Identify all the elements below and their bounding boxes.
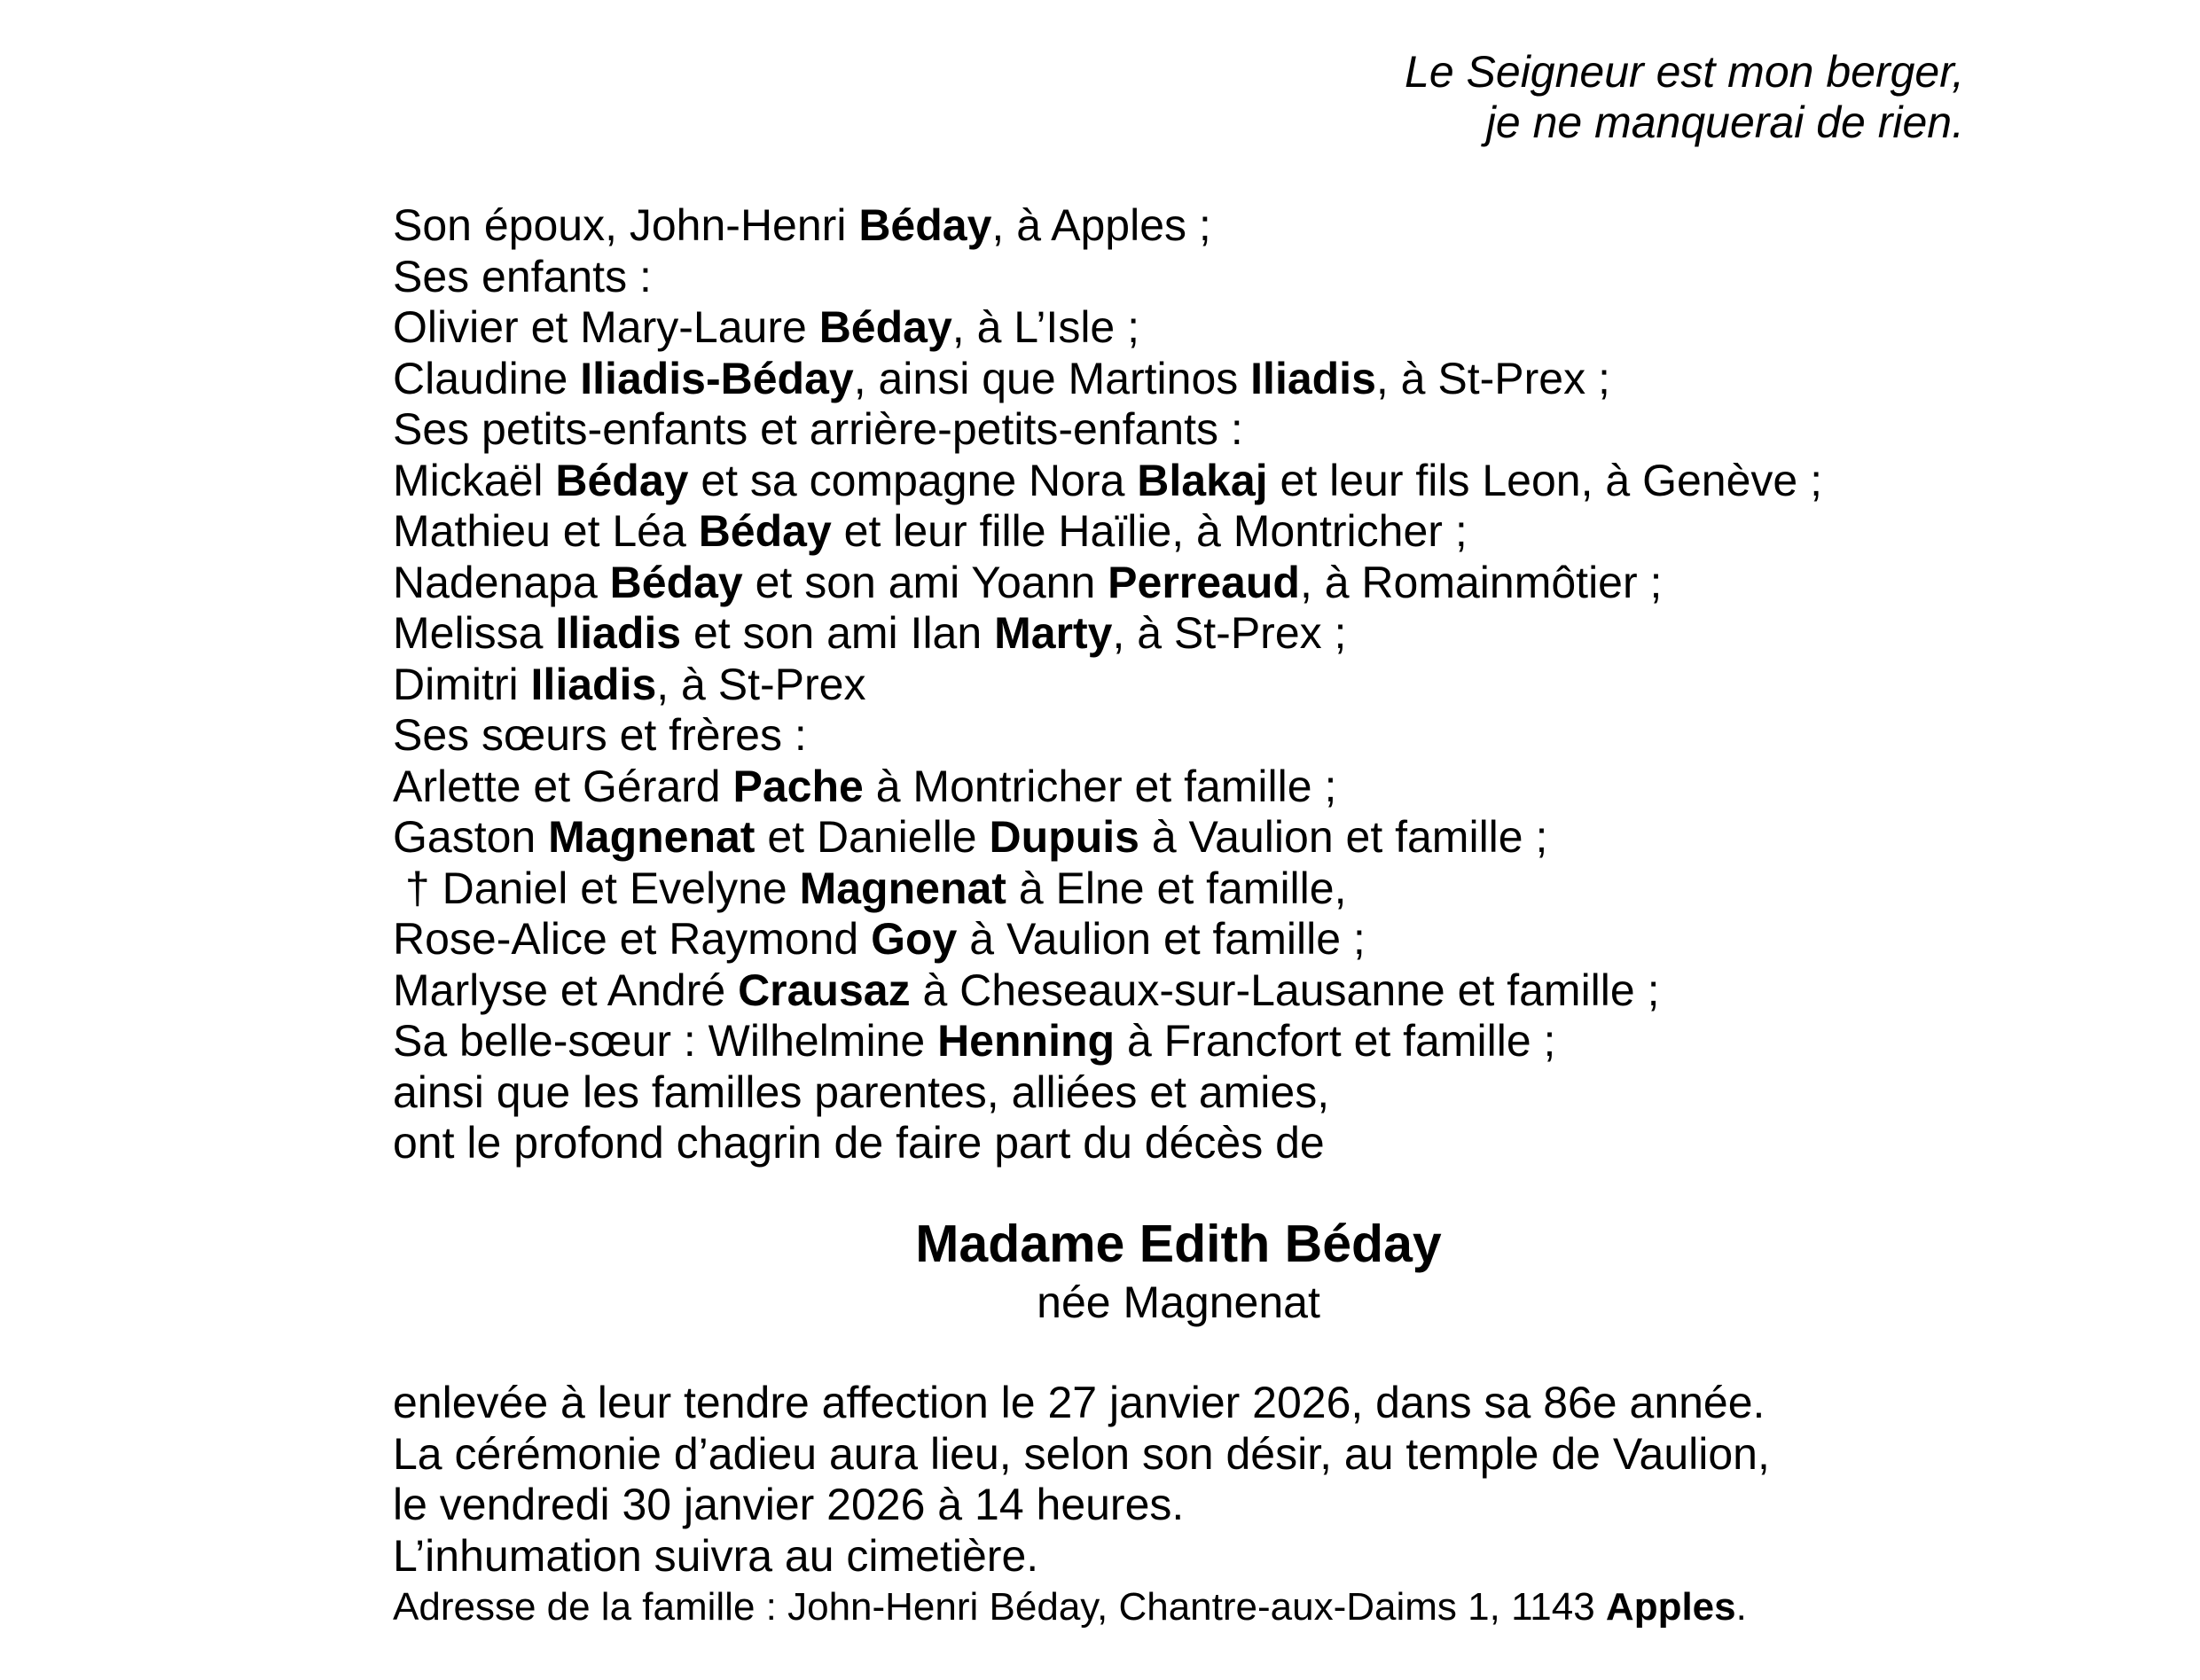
family-line: ont le profond chagrin de faire part du décès de (393, 1118, 1325, 1168)
family-line: Marlyse et André Crausaz à Cheseaux-sur-Lausanne et famille ; (393, 965, 1660, 1015)
maiden-name: née Magnenat (1037, 1278, 1320, 1327)
epigraph-line: je ne manquerai de rien. (1485, 98, 1964, 147)
family-line: Melissa Iliadis et son ami Ilan Marty, à St-Prex ; (393, 608, 1347, 658)
ceremony-line: L’inhumation suivra au cimetière. (393, 1530, 1039, 1581)
family-line: Sa belle-sœur : Wilhelmine Henning à Francfort et famille ; (393, 1016, 1556, 1066)
family-line: † Daniel et Evelyne Magnenat à Elne et famille, (393, 863, 1347, 913)
family-line: Ses petits-enfants et arrière-petits-enfants : (393, 404, 1243, 454)
deceased-name: Madame Edith Béday (915, 1215, 1442, 1273)
family-line: Ses enfants : (393, 251, 652, 301)
family-line: Claudine Iliadis-Béday, ainsi que Martinos Iliadis, à St-Prex ; (393, 353, 1610, 403)
family-address-line: Adresse de la famille : John-Henri Béday, Chantre-aux-Daims 1, 1143 Apples. (393, 1585, 1747, 1629)
family-line: Dimitri Iliadis, à St-Prex (393, 659, 866, 709)
ceremony-details (393, 1378, 1964, 1633)
family-line: Nadenapa Béday et son ami Yoann Perreaud, à Romainmôtier ; (393, 557, 1663, 607)
family-list (393, 200, 1964, 1169)
family-line: Son époux, John-Henri Béday, à Apples ; (393, 200, 1211, 250)
family-line: Mickaël Béday et sa compagne Nora Blakaj et leur fils Leon, à Genève ; (393, 455, 1822, 505)
family-line: Arlette et Gérard Pache à Montricher et famille ; (393, 761, 1337, 811)
ceremony-line: enlevée à leur tendre affection le 27 janvier 2026, dans sa 86e année. (393, 1378, 1765, 1427)
ceremony-line: le vendredi 30 janvier 2026 à 14 heures. (393, 1480, 1185, 1529)
family-line: Olivier et Mary-Laure Béday, à L’Isle ; (393, 302, 1140, 352)
family-line: Gaston Magnenat et Danielle Dupuis à Vaulion et famille ; (393, 812, 1548, 862)
ceremony-line: La cérémonie d’adieu aura lieu, selon son désir, au temple de Vaulion, (393, 1428, 1770, 1479)
family-line: Mathieu et Léa Béday et leur fille Haïlie, à Montricher ; (393, 506, 1468, 556)
epigraph (393, 47, 1964, 148)
epigraph-line: Le Seigneur est mon berger, (1405, 47, 1964, 97)
family-line: ainsi que les familles parentes, alliées et amies, (393, 1067, 1330, 1117)
family-line: Ses sœurs et frères : (393, 710, 807, 760)
family-line: Rose-Alice et Raymond Goy à Vaulion et famille ; (393, 914, 1366, 964)
